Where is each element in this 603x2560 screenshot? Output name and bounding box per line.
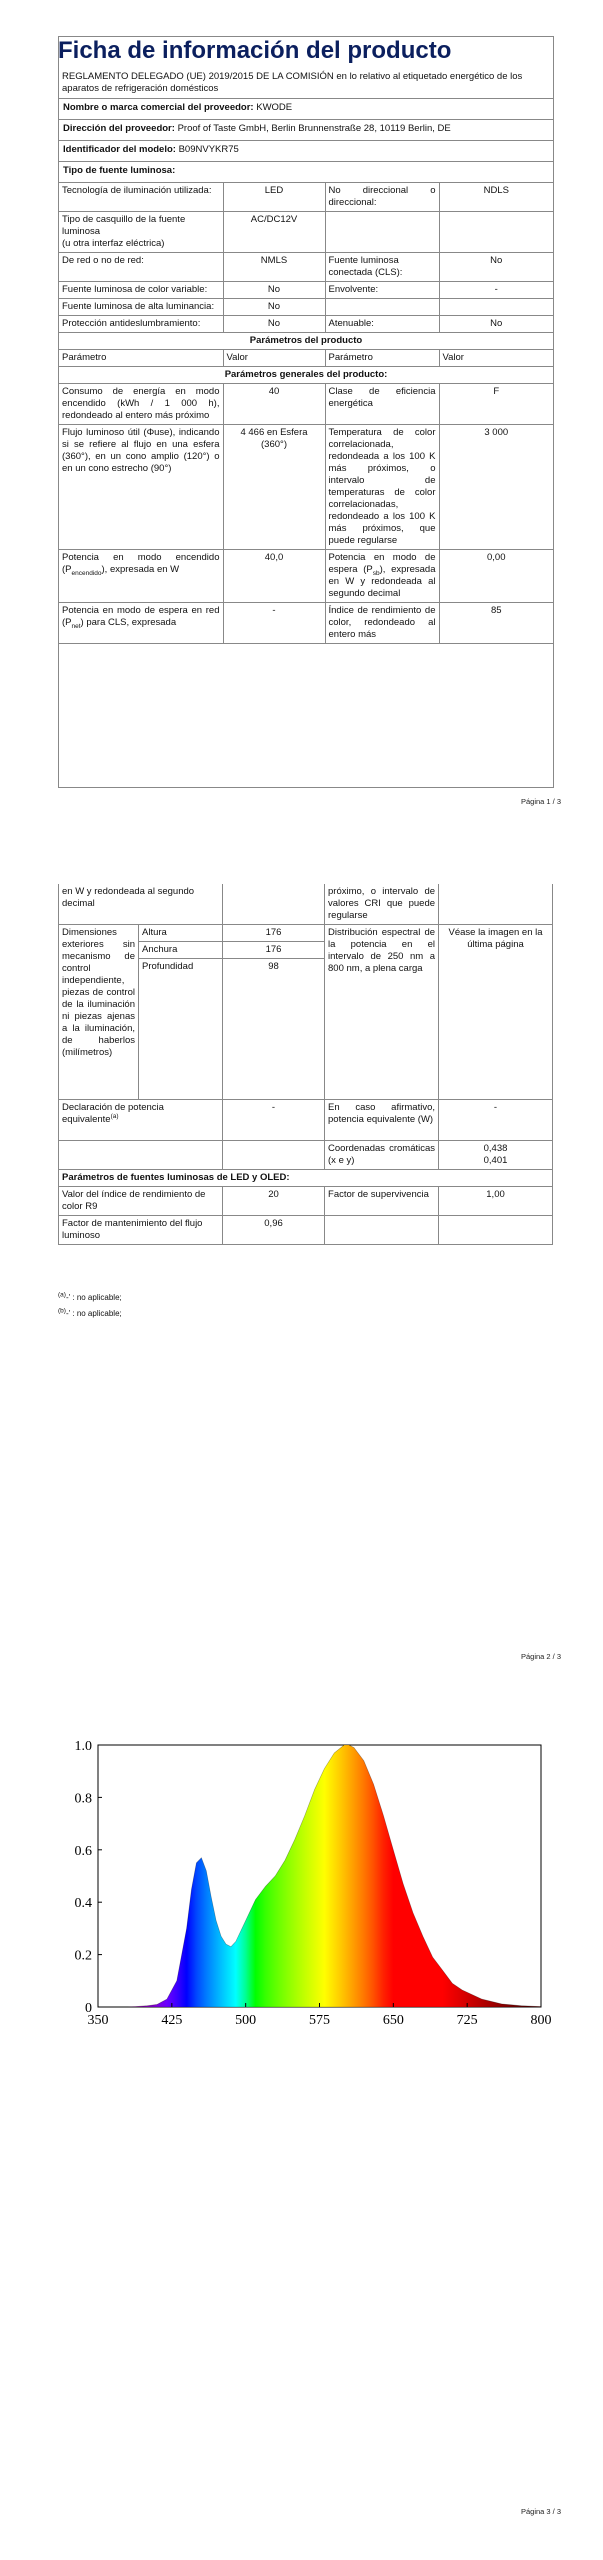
source-type-heading: Tipo de fuente luminosa: [59,162,553,183]
spectrum-svg [50,1735,555,2035]
param-label: Factor de supervivencia [325,1187,439,1216]
param-label [325,1216,439,1245]
param-value [223,1141,325,1170]
param-value: - [223,1100,325,1141]
param-value: 0,00 [439,550,553,603]
page-number: Página 3 / 3 [520,2507,561,2516]
y-tick-label: 0.4 [74,1896,92,1912]
param-label: Flujo luminoso útil (Φuse), indicando si se refiere al flujo en una esfera (360°), en un cono amplio (120°) o en un cono estrecho (90°) [59,425,223,550]
led-heading: Parámetros de fuentes luminosas de LED y OLED: [59,1170,553,1187]
x-tick-label: 575 [309,2013,330,2028]
supplier-row [59,99,553,120]
table-row [59,384,553,425]
x-tick-label: 800 [530,2013,552,2028]
supplier-value: KWODE [256,102,293,113]
footnote: $^{(a)}$-' : no aplicable; [58,1291,122,1302]
param-label: Índice de rendimiento de color, redondeado al entero más [325,603,439,644]
param-label: Factor de mantenimiento del flujo luminoso [59,1216,223,1245]
dimension-value: 98 [223,959,325,1100]
table-row [59,1170,553,1187]
param-label: Fuente luminosa de alta luminancia: [59,299,223,316]
dimensions-label: Dimensiones exteriores sin mecanismo de control independiente, piezas de control de la iluminación ni piezas ajenas a la iluminación, de haberlos (milímetros) [59,925,139,1100]
product-sheet-table [58,36,554,788]
param-label: Valor del índice de rendimiento de color R9 [59,1187,223,1216]
column-header: Parámetro [325,350,439,367]
param-value: - [439,282,553,299]
table-row [59,1141,553,1170]
source-type-table [59,183,553,644]
param-value [439,299,553,316]
table-row [59,316,553,333]
model-label: Identificador del modelo: [63,144,176,155]
y-tick-label: 0.8 [74,1791,92,1807]
param-label: Potencia en modo de espera $(P_{sb})$, expresada en W y redondeada al segundo decimal [325,550,439,603]
address-row [59,120,553,141]
model-row [59,141,553,162]
page-number: Página 2 / 3 [520,1652,561,1661]
column-header: Valor [439,350,553,367]
y-tick-label: 0.6 [74,1843,92,1859]
continued-table [58,884,553,1245]
table-row [59,183,553,212]
table-row [59,425,553,550]
table-row [59,884,553,925]
x-tick-label: 425 [161,2013,183,2028]
spectral-distribution-chart [50,1735,555,2035]
x-tick-label: 350 [87,2013,109,2028]
param-value: - [439,1100,553,1141]
param-label: Tipo de casquillo de la fuente luminosa (u otra interfaz eléctrica) [59,212,223,253]
param-label [325,212,439,253]
table-header-row [59,350,553,367]
table-row [59,282,553,299]
param-value: No [439,253,553,282]
param-value: 0,96 [223,1216,325,1245]
table-row [59,212,553,253]
page-1 [0,0,603,810]
table-row [59,1187,553,1216]
param-label: Clase de eficiencia energética [325,384,439,425]
page-title: Ficha de información del producto [58,37,452,64]
param-value: AC/DC12V [223,212,325,253]
param-label: Envolvente: [325,282,439,299]
regulation-text: REGLAMENTO DELEGADO (UE) 2019/2015 DE LA COMISIÓN en lo relativo al etiquetado energético de los aparatos de refrigeración domésticos [59,69,553,99]
dimension-name: Altura [139,925,223,942]
param-value: 4 466 en Esfera (360°) [223,425,325,550]
param-value: No [439,316,553,333]
param-value: 85 [439,603,553,644]
param-label: Consumo de energía en modo encendido (kWh / 1 000 h), redondeado al entero más próximo [59,384,223,425]
general-heading: Parámetros generales del producto: [59,367,553,384]
table-row [59,299,553,316]
param-label [325,299,439,316]
table-row [59,333,553,350]
param-label [59,1141,223,1170]
param-value: - [223,603,325,644]
param-label: No direccional o direccional: [325,183,439,212]
x-tick-label: 500 [235,2013,257,2028]
param-value: 40,0 [223,550,325,603]
param-label: Fuente luminosa de color variable: [59,282,223,299]
param-value: NDLS [439,183,553,212]
param-label: En caso afirmativo, potencia equivalente (W) [325,1100,439,1141]
param-label: Potencia en modo encendido $(P_{encendido})$, expresada en W [59,550,223,603]
table-row [59,603,553,644]
column-header: Valor [223,350,325,367]
param-label: Declaración de potencia equivalente$^{(a)}$ [59,1100,223,1141]
dimension-value: 176 [223,942,325,959]
dimension-value: 176 [223,925,325,942]
params-heading: Parámetros del producto [59,333,553,350]
column-header: Parámetro [59,350,223,367]
table-row [59,925,553,942]
param-value [439,884,553,925]
address-value: Proof of Taste GmbH, Berlin Brunnenstraße 28, 10119 Berlin, DE [177,123,451,134]
param-label: próximo, o intervalo de valores CRI que puede regularse [325,884,439,925]
model-value: B09NVYKR75 [178,144,239,155]
param-label: Coordenadas cromáticas (x e y) [325,1141,439,1170]
param-value: F [439,384,553,425]
y-tick-label: 1.0 [74,1739,92,1754]
param-value: NMLS [223,253,325,282]
param-label: Distribución espectral de la potencia en el intervalo de 250 nm a 800 nm, a plena carga [325,925,439,1100]
param-label: Potencia en modo de espera en red $(P_{net})$ para CLS, expresada [59,603,223,644]
spectrum-area [128,1745,542,2007]
x-tick-label: 725 [456,2013,478,2028]
footnotes [58,1290,122,1322]
y-tick-label: 0.2 [74,1948,92,1964]
param-value: Véase la imagen en la última página [439,925,553,1100]
param-value [439,1216,553,1245]
x-tick-label: 650 [382,2013,404,2028]
param-value: 20 [223,1187,325,1216]
dimension-name: Anchura [139,942,223,959]
param-value [439,212,553,253]
param-value: 40 [223,384,325,425]
param-value: No [223,299,325,316]
param-label: Fuente luminosa conectada (CLS): [325,253,439,282]
product-sheet-table-continued [58,884,554,1292]
param-value [223,884,325,925]
dimension-name: Profundidad [139,959,223,1100]
param-label: en W y redondeada al segundo decimal [59,884,223,925]
address-label: Dirección del proveedor: [63,123,175,134]
param-label: De red o no de red: [59,253,223,282]
supplier-label: Nombre o marca comercial del proveedor: [63,102,254,113]
param-value: No [223,316,325,333]
table-row [59,367,553,384]
footnote: $^{(b)}$-' : no aplicable; [58,1307,122,1318]
param-label: Atenuable: [325,316,439,333]
table-row [59,550,553,603]
page-number: Página 1 / 3 [520,797,561,806]
param-value: 1,00 [439,1187,553,1216]
param-value: 0,438 0,401 [439,1141,553,1170]
y-tick-label: 0 [85,2001,92,2016]
param-value: 3 000 [439,425,553,550]
param-value: LED [223,183,325,212]
table-row [59,1216,553,1245]
param-label: Protección antideslumbramiento: [59,316,223,333]
table-row [59,1100,553,1141]
table-row [59,253,553,282]
param-label: Temperatura de color correlacionada, redondeada a los 100 K más próximos, o intervalo de temperaturas de color correlacionadas, redondeado a los 100 K más próximos, que puede regularse [325,425,439,550]
param-label: Tecnología de iluminación utilizada: [59,183,223,212]
param-value: No [223,282,325,299]
